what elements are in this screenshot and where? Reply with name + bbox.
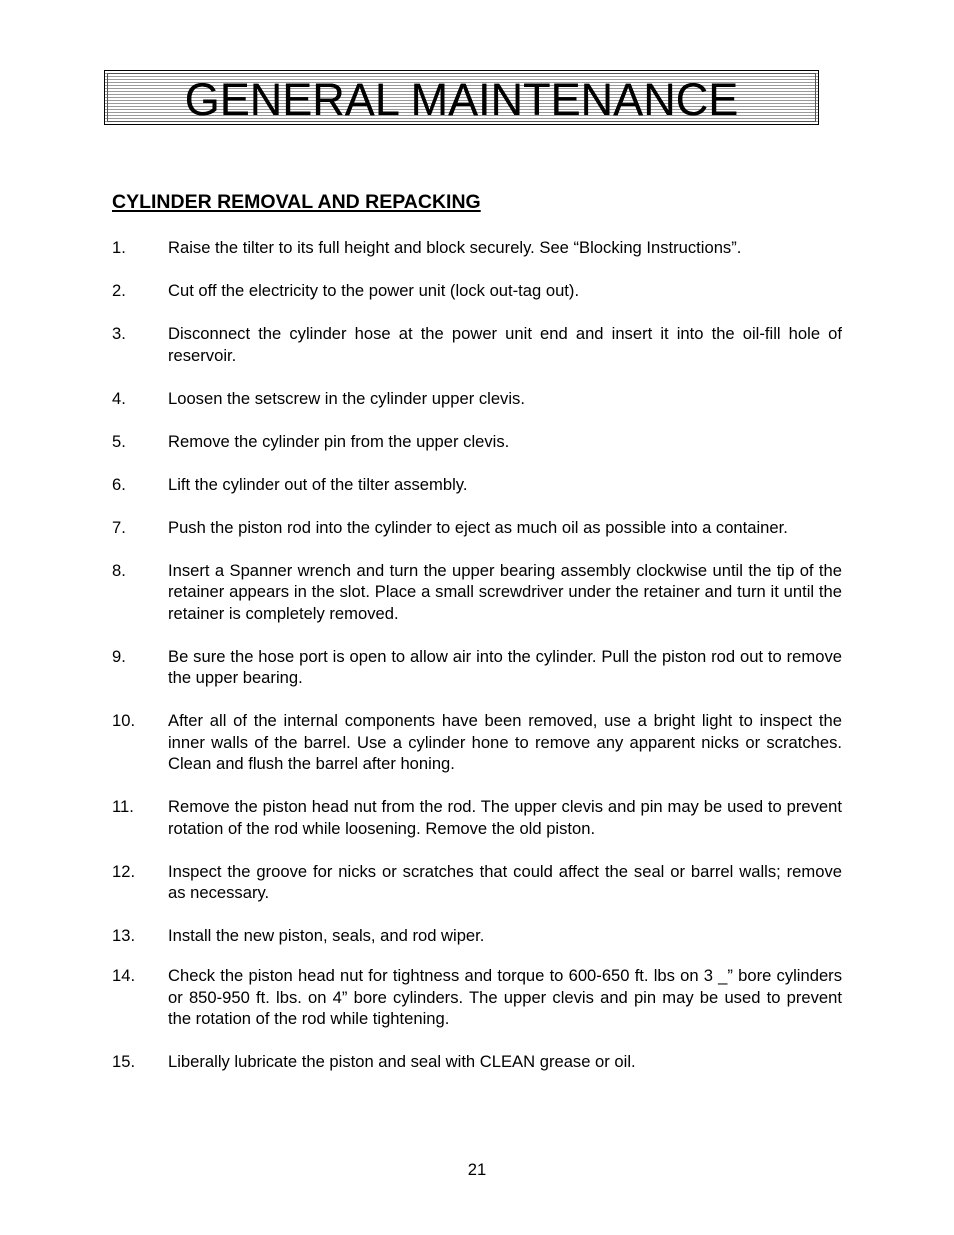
step-item xyxy=(112,861,842,904)
step-item xyxy=(112,925,842,947)
step-text: Lift the cylinder out of the tilter assembly. xyxy=(168,474,468,494)
step-text: Disconnect the cylinder hose at the power unit end and insert it into the oil-fill hole of reservoir. xyxy=(168,324,842,365)
step-item xyxy=(112,517,842,539)
page-title: GENERAL MAINTENANCE xyxy=(184,74,739,125)
step-number: 10. xyxy=(112,711,136,730)
step-text: Install the new piston, seals, and rod wiper. xyxy=(168,926,485,945)
step-item xyxy=(112,1051,842,1073)
step-text: Remove the piston head nut from the rod. The upper clevis and pin may be used to prevent rotation of the rod while loosening. Remove the old piston. xyxy=(168,797,842,838)
step-text: Liberally lubricate the piston and seal with CLEAN grease or oil. xyxy=(168,1052,636,1071)
step-text: Insert a Spanner wrench and turn the upper bearing assembly clockwise until the tip of the retainer appears in the slot. Place a small screwdriver under the retainer and turn it until the retainer is completely removed. xyxy=(168,560,842,623)
step-number: 1. xyxy=(112,238,126,257)
step-number: 12. xyxy=(112,861,136,881)
step-number: 6. xyxy=(112,474,126,494)
title-banner xyxy=(104,70,819,125)
step-item xyxy=(112,710,842,775)
step-item xyxy=(112,965,842,1030)
step-text: Cut off the electricity to the power unit (lock out-tag out). xyxy=(168,281,580,300)
step-number: 7. xyxy=(112,517,126,537)
step-number: 15. xyxy=(112,1052,136,1071)
steps-list xyxy=(112,237,842,1094)
step-item xyxy=(112,560,842,625)
step-text: Raise the tilter to its full height and block securely. See “Blocking Instructions”. xyxy=(168,238,742,257)
step-item xyxy=(112,431,842,453)
page-number: 21 xyxy=(467,1160,487,1179)
step-text: Loosen the setscrew in the cylinder upper clevis. xyxy=(168,388,525,408)
step-text: Push the piston rod into the cylinder to eject as much oil as possible into a container. xyxy=(168,517,788,537)
step-number: 11. xyxy=(112,797,134,816)
step-text: After all of the internal components have been removed, use a bright light to inspect the inner walls of the barrel. Use a cylinder hone to remove any apparent nicks or scratches. Clean and flush the barrel after honing. xyxy=(168,711,842,773)
step-number: 2. xyxy=(112,281,126,300)
step-number: 3. xyxy=(112,324,126,343)
step-item xyxy=(112,646,842,689)
step-text: Check the piston head nut for tightness and torque to 600-650 ft. lbs on 3 _” bore cylinders or 850-950 ft. lbs. on 4” bore cylinders. The upper clevis and pin may be used to prevent the rotation of the rod while tightening. xyxy=(168,966,842,1028)
step-item xyxy=(112,237,842,259)
step-item xyxy=(112,388,842,410)
step-item xyxy=(112,280,842,302)
step-text: Remove the cylinder pin from the upper clevis. xyxy=(168,431,510,451)
step-number: 14. xyxy=(112,966,136,985)
step-number: 8. xyxy=(112,560,126,580)
step-item xyxy=(112,323,842,366)
step-text: Be sure the hose port is open to allow air into the cylinder. Pull the piston rod out to remove the upper bearing. xyxy=(168,646,842,687)
step-item xyxy=(112,796,842,839)
step-item xyxy=(112,474,842,496)
step-text: Inspect the groove for nicks or scratches that could affect the seal or barrel walls; remove as necessary. xyxy=(168,861,842,902)
section-heading: CYLINDER REMOVAL AND REPACKING xyxy=(112,191,481,213)
step-number: 5. xyxy=(112,431,126,451)
step-number: 4. xyxy=(112,388,126,408)
step-number: 9. xyxy=(112,646,126,666)
step-number: 13. xyxy=(112,926,136,945)
